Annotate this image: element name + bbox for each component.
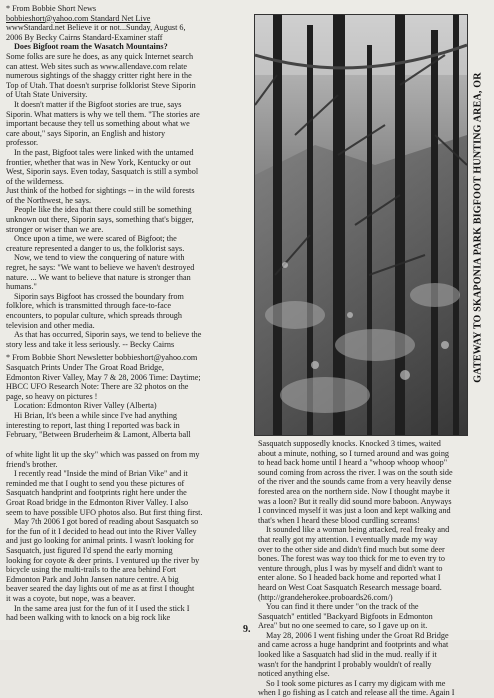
line: HBCC UFO Research Note: There are 32 photos on the xyxy=(6,382,189,392)
line: television and other media. xyxy=(6,320,95,330)
line: Siporin says Bigfoot has crossed the boundary from xyxy=(14,291,184,301)
line: for the fun of it I decided to head out into the River Valley xyxy=(6,526,197,536)
line: enter alone. So I headed back home and reported what I xyxy=(258,573,441,583)
line: forested area on the northern side. Now I thought maybe it xyxy=(258,486,450,496)
line: Edmonton Park and John Jansen nature centre. A big xyxy=(6,574,179,584)
line: I convinced myself it was just a loon and kept walking and xyxy=(258,506,451,516)
photo-caption-vertical xyxy=(466,14,490,440)
line: People like the idea that there could still be something xyxy=(14,205,192,215)
line: reminded me that I ought to send you these pictures of xyxy=(6,478,185,488)
line: important because they tell us something about what we xyxy=(6,119,190,129)
line: heard on West Coat Sasquatch Research message board. xyxy=(258,582,442,592)
line: looking for coyote & deer prints. I ventured up the river by xyxy=(6,555,200,565)
line: creature represented a danger to us, the folklorist says. xyxy=(6,243,185,253)
line: of the wilderness. xyxy=(6,176,64,186)
line: In the past, Bigfoot tales were linked with the untamed xyxy=(14,147,194,157)
line: * From Bobbie Short News xyxy=(6,4,97,13)
line: bones. The forest was way too thick for me to even try to xyxy=(258,554,445,564)
line: bicycle using the multi-trails to the area behind Fort xyxy=(6,565,177,575)
line: So I took some pictures as I carry my digicam with me xyxy=(266,678,446,688)
line: and just go looking for animal prints. I wasn't looking for xyxy=(6,536,194,546)
line: seem to have possible UFO photos also. But first thing first. xyxy=(6,507,203,517)
line: Area" but no one seemed to care, so I gave up on it. xyxy=(258,621,428,631)
line: February, "Between Bruderheim & Lamont, Alberta ball xyxy=(6,430,191,440)
line: sound coming from across the river. I was on the south side xyxy=(258,467,453,477)
line: had been walking with to knock on a big rock like xyxy=(6,613,171,623)
line: to head back home until I heard a "whoop whoop whoop" xyxy=(258,458,448,468)
line: interesting to report, last thing I reported was back in xyxy=(6,420,180,430)
line: In the same area just for the fun of it I used the stick I xyxy=(14,603,190,613)
line: encounters, to popular culture, which spreads through xyxy=(6,311,182,320)
line: story less and take it less seriously. -- Becky Cairns xyxy=(6,339,175,349)
line: It doesn't matter if the Bigfoot stories are true, says xyxy=(14,99,182,109)
line: of white light lit up the sky" which was passed on from my xyxy=(6,450,200,459)
line: I recently read "Inside the mind of Brian Vike" and it xyxy=(14,469,188,479)
forest-photo xyxy=(254,14,468,436)
line: Sasquatch" entitled "Backyard Bigfoots in Edmonton xyxy=(258,611,433,621)
page-number: 9. xyxy=(243,624,251,635)
left-column-continued xyxy=(6,450,250,623)
line: Edmonton River Valley, May 7 & 28, 2006 Time: Daytime; xyxy=(6,372,201,382)
line: As that has occurred, Siporin says, we tend to believe the xyxy=(14,330,202,340)
line: that really got my attention. I eventually made my way xyxy=(258,534,438,544)
line: West, Siporin says. Even today, Sasquatch is still a symbol xyxy=(6,167,199,177)
email-link[interactable]: bobbieshort@yahoo.com Standard Net Live xyxy=(6,13,151,23)
line: May 7th 2006 I got bored of reading about Sasquatch so xyxy=(14,517,199,527)
line: of Utah State University. xyxy=(6,90,88,100)
line: folklore, which is transmitted through face-to-face xyxy=(6,301,172,311)
line: and came across a huge handprint and footprints and what xyxy=(258,640,449,650)
line: Top of Utah. That doesn't surprise folklorist Steve Siporin xyxy=(6,80,196,90)
line: nature. ... We want to believe that nature is stronger than xyxy=(6,272,191,282)
line: can attest. Web sites such as www.allendave.com relate xyxy=(6,61,187,71)
line: stronger or wiser than we are. xyxy=(6,224,104,234)
article-question: Does Bigfoot roam the Wasatch Mountains? xyxy=(14,42,168,52)
line: regret, he says: "We want to believe we haven't destroyed xyxy=(6,263,195,273)
line: Sasquatch Prints Under The Groat Road Bridge, xyxy=(6,362,164,372)
line: Location: Edmonton River Valley (Alberta) xyxy=(14,401,157,411)
line: It sounded like a woman being attacked, real freaky and xyxy=(266,525,450,535)
line: May 28, 2006 I went fishing under the Groat Rd Bridge xyxy=(266,630,449,640)
line: Sasquatch handprint and footprints right here under the xyxy=(6,488,187,498)
line: Some folks are sure he does, as any quick Internet search xyxy=(6,51,194,61)
line: when I go fishing as I catch and release all the time. Again I xyxy=(258,688,455,698)
line: care about," says Siporin, an English and history xyxy=(6,128,166,138)
line: Now, we tend to view the conquering of nature with xyxy=(14,253,185,263)
line: that's when I heard these blood curdling screams! xyxy=(258,515,420,525)
line: beaver seared the day lights out of me as at first I thought xyxy=(6,584,195,594)
line: unknown out there, Siporin says, something that's bigger, xyxy=(6,215,194,225)
left-column-article xyxy=(6,4,250,440)
line: noticed anything else. xyxy=(258,669,330,679)
line: humans." xyxy=(6,282,37,292)
line: Once upon a time, we were scared of Bigfoot; the xyxy=(14,234,177,244)
url-text[interactable]: (http://grandeherokee.proboards26.com/) xyxy=(258,592,393,602)
line: * From Bobbie Short Newsletter bobbieshort@yahoo.com xyxy=(6,353,198,363)
line: Sasquatch supposedly knocks. Knocked 3 times, waited xyxy=(258,439,441,448)
forest-photo-graphic xyxy=(255,15,467,435)
line: of the river and the sounds came from a very heavily dense xyxy=(258,477,452,487)
line: You can find it there under "on the track of the xyxy=(266,602,419,612)
line: Siporin. What matters is why we tell them. "The stories are xyxy=(6,109,200,119)
line: numerous sightings of the shaggy critter right here in the xyxy=(6,71,192,81)
line: looked like a Sasquatch had slid in the mud. really if it xyxy=(258,650,437,660)
line: friend's brother. xyxy=(6,459,58,469)
line: wasn't for the handprint I probably wouldn't of really xyxy=(258,659,432,669)
line: was a loon? But it really did sound more baboon. Anyways xyxy=(258,496,452,506)
right-column-article xyxy=(258,439,488,698)
line: it was a coyote, but nope, was a beaver. xyxy=(6,593,136,603)
line: Just think of the hotbed for sightings -- in the wild forests xyxy=(6,186,195,196)
line: wwwStandard.net Believe it or not...Sunday, August 6, xyxy=(6,23,186,33)
line: Hi Brian, It's been a while since I've had anything xyxy=(14,410,178,420)
line: about a minute, nothing, so I turned around and was going xyxy=(258,448,450,458)
line: frontier, whether that was in New York, Kentucky or out xyxy=(6,157,191,167)
line: Groat Road bridge in the Edmonton River Valley. I also xyxy=(6,497,189,507)
line: professor. xyxy=(6,138,39,148)
photo-caption: GATEWAY TO SKAPONIA PARK BIGFOOT HUNTING AREA, OR xyxy=(472,71,484,383)
line: over to the other side and didn't find much but some deer xyxy=(258,544,445,554)
line: of the Northwest, he says. xyxy=(6,195,92,205)
line: Sasquatch, just figured I'd spend the early morning xyxy=(6,545,173,555)
line: 2006 By Becky Cairns Standard-Examiner staff xyxy=(6,32,163,42)
line: page, so heavy on pictures ! xyxy=(6,391,98,401)
line: venture through, plus I was by myself and didn't want to xyxy=(258,563,443,573)
